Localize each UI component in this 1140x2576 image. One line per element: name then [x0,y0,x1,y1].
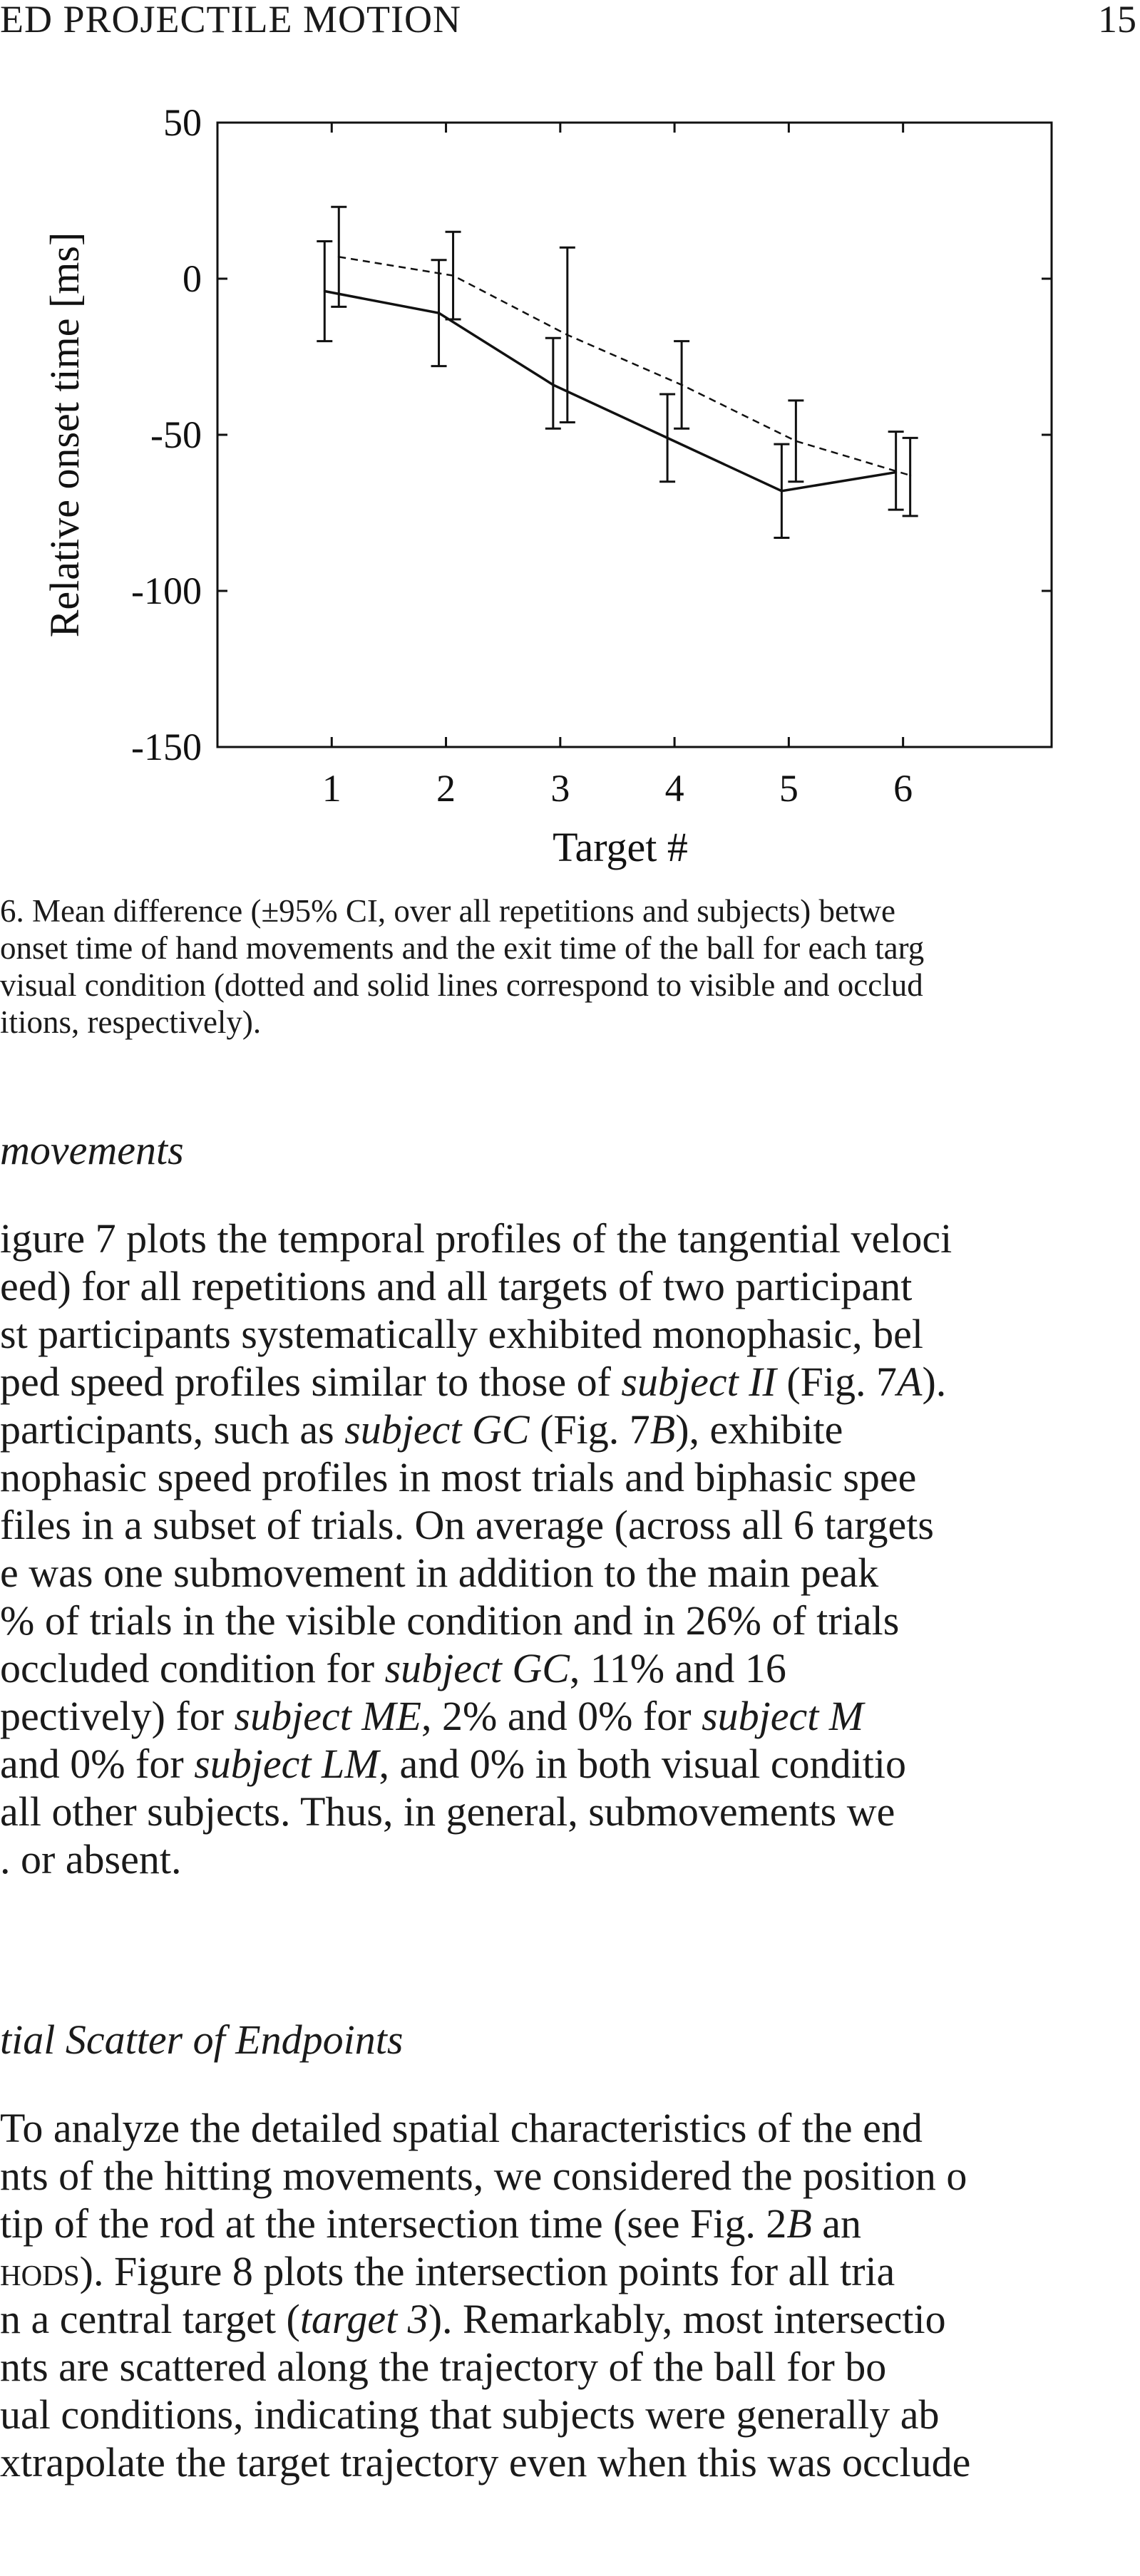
text-line: nts are scattered along the trajectory of the ball for bo [0,2344,887,2390]
data-point [338,256,340,258]
page-number: 15 [1098,0,1136,41]
text-line: ual conditions, indicating that subjects were generally ab [0,2391,940,2438]
section-heading-submovements: movements [0,1127,184,1173]
x-tick-label: 2 [436,767,456,810]
x-tick-label: 4 [664,767,684,810]
figure-caption [0,892,1140,1041]
text-line: % of trials in the visible condition and in 26% of trials [0,1597,900,1644]
paragraph-spatial-scatter [0,2104,1140,2486]
x-axis-label: Target # [553,824,688,870]
text-line: xtrapolate the target trajectory even when this was occlude [0,2439,971,2485]
x-tick-label: 1 [322,767,342,810]
caption-line: visual condition (dotted and solid lines correspond to visible and occlud [0,967,923,1003]
text-line: nophasic speed profiles in most trials and biphasic spee [0,1454,917,1500]
text-line: st participants systematically exhibited monophasic, bel [0,1311,924,1357]
italic-term: subject LM [194,1741,379,1787]
text-line: and 0% for subject LM, and 0% in both visual conditio [0,1741,906,1787]
italic-term: B [649,1406,676,1453]
data-point [566,334,568,336]
section-heading-spatial-scatter: tial Scatter of Endpoints [0,2016,404,2063]
y-axis-label: Relative onset time [ms] [41,232,88,638]
caption-line: onset time of hand movements and the exit time of the ball for each targ [0,930,925,966]
italic-term: subject GC [384,1645,570,1691]
caption-line: 6. Mean difference (±95% CI, over all repetitions and subjects) betwe [0,893,895,929]
text-line: To analyze the detailed spatial characteristics of the end [0,2105,923,2151]
y-tick-label: 0 [183,257,202,300]
data-point [452,274,454,277]
text-line: e was one submovement in addition to the main peak [0,1550,879,1596]
series-line-visible [339,257,910,475]
text-line: igure 7 plots the temporal profiles of the tangential veloci [0,1215,952,1262]
running-title: ED PROJECTILE MOTION [0,0,461,41]
data-point [552,383,554,386]
text-line: tip of the rod at the intersection time (see Fig. 2B an [0,2200,862,2247]
x-tick-label: 6 [893,767,913,810]
small-caps-term: hods [0,2248,80,2294]
data-point [895,471,897,473]
data-point [909,474,911,476]
text-line: hods). Figure 8 plots the intersection points for all tria [0,2248,895,2294]
text-line: files in a subset of trials. On average (across all 6 targets [0,1502,934,1548]
data-point [667,437,669,439]
y-tick-label: -150 [131,726,202,768]
italic-term: B [786,2200,812,2247]
x-tick-label: 3 [550,767,570,810]
text-line: n a central target (target 3). Remarkably, most intersectio [0,2296,946,2342]
italic-term: target 3 [299,2296,428,2342]
text-line: pectively) for subject ME, 2% and 0% for subject M [0,1693,864,1739]
text-line: occluded condition for subject GC, 11% and 16 [0,1645,786,1691]
italic-term: subject GC [344,1406,530,1453]
data-point [781,490,783,492]
italic-term: subject M [702,1693,864,1739]
y-tick-label: -100 [131,570,202,612]
data-point [795,440,797,442]
y-tick-label: 50 [163,101,202,144]
text-line: nts of the hitting movements, we considered the position o [0,2153,967,2199]
text-line: eed) for all repetitions and all targets of two participant [0,1263,913,1309]
italic-term: subject II [621,1359,776,1405]
text-line: . or absent. [0,1836,182,1882]
series-line-occluded [324,292,895,491]
onset-time-chart [0,43,1069,884]
data-point [438,312,440,314]
plot-frame [217,123,1052,747]
data-point [324,290,326,292]
paragraph-submovements [0,1215,1140,1883]
text-line: participants, such as subject GC (Fig. 7B), exhibite [0,1406,843,1453]
caption-line: itions, respectively). [0,1004,262,1040]
x-tick-label: 5 [779,767,798,810]
y-tick-label: -50 [150,413,202,456]
text-line: ped speed profiles similar to those of subject II (Fig. 7A). [0,1359,947,1405]
text-line: all other subjects. Thus, in general, submovements we [0,1788,895,1835]
running-header [0,0,1140,43]
italic-term: subject ME [234,1693,422,1739]
italic-term: A [897,1359,923,1405]
data-point [681,383,683,386]
